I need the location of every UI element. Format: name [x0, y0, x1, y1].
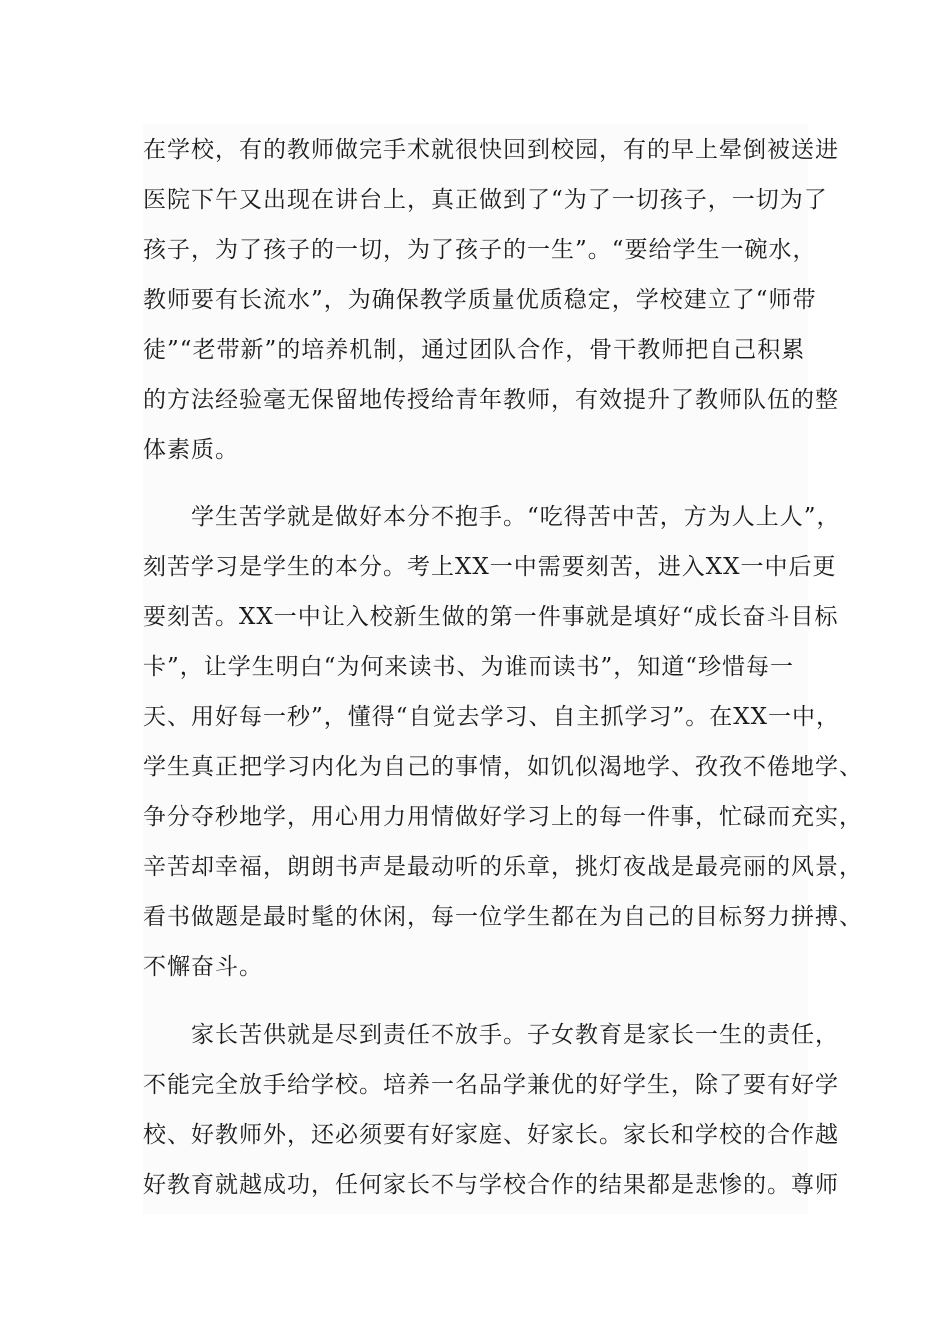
text-line: 医院下午又出现在讲台上，真正做到了“为了一切孩子，一切为了 [143, 187, 828, 213]
text-line: 看书做题是最时髦的休闲，每一位学生都在为自己的目标努力拼搏、 [143, 904, 863, 930]
text-line: 卡”，让学生明白“为何来读书、为谁而读书”，知道“珍惜每一 [143, 654, 795, 680]
text-line: 学生苦学就是做好本分不抱手。“吃得苦中苦，方为人上人”， [143, 504, 841, 530]
text-line: 不能完全放手给学校。培养一名品学兼优的好学生，除了要有好学 [143, 1072, 839, 1098]
text-line: 辛苦却幸福，朗朗书声是最动听的乐章，挑灯夜战是最亮丽的风景， [143, 854, 863, 880]
text-line: 徒”“老带新”的培养机制，通过团队合作，骨干教师把自己积累 [143, 337, 806, 363]
text-line: 家长苦供就是尽到责任不放手。子女教育是家长一生的责任， [143, 1022, 839, 1048]
text-line: 体素质。 [143, 437, 239, 463]
text-line: 学生真正把学习内化为自己的事情，如饥似渴地学、孜孜不倦地学、 [143, 754, 863, 780]
text-line: 刻苦学习是学生的本分。考上XX一中需要刻苦，进入XX一中后更 [143, 554, 837, 580]
text-line: 的方法经验毫无保留地传授给青年教师，有效提升了教师队伍的整 [143, 387, 839, 413]
text-line: 不懈奋斗。 [143, 954, 263, 980]
text-line: 要刻苦。XX一中让入校新生做的第一件事就是填好“成长奋斗目标 [143, 604, 839, 630]
text-line: 争分夺秒地学，用心用力用情做好学习上的每一件事，忙碌而充实， [143, 804, 863, 830]
text-line: 教师要有长流水”，为确保教学质量优质稳定，学校建立了“师带 [143, 287, 817, 313]
text-line: 校、好教师外，还必须要有好家庭、好家长。家长和学校的合作越 [143, 1122, 839, 1148]
text-line: 在学校，有的教师做完手术就很快回到校园，有的早上晕倒被送进 [143, 137, 839, 163]
text-line: 孩子，为了孩子的一切，为了孩子的一生”。“要给学生一碗水， [143, 237, 817, 263]
text-line: 好教育就越成功，任何家长不与学校合作的结果都是悲惨的。尊师 [143, 1172, 839, 1198]
text-line: 天、用好每一秒”，懂得“自觉去学习、自主抓学习”。在XX一中， [143, 704, 841, 730]
